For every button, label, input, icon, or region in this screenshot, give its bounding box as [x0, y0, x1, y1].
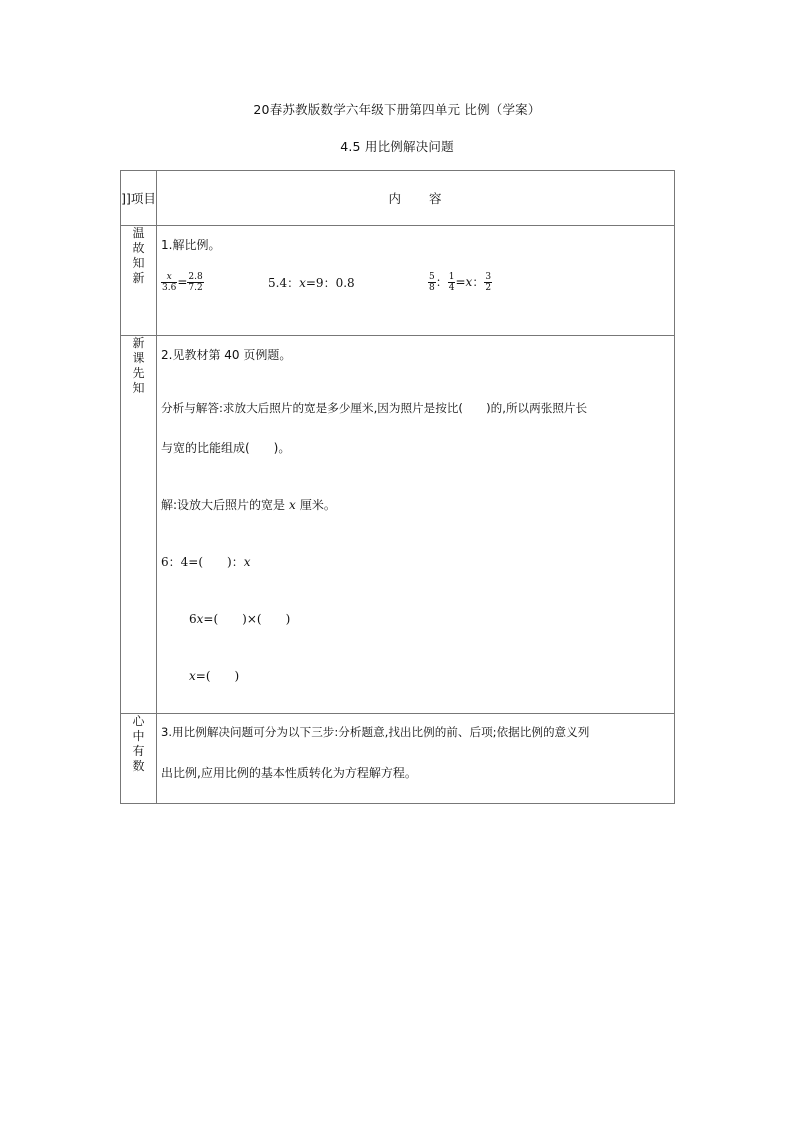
solve-step-1: 6：4=( )：x [161, 555, 251, 569]
lesson-table [120, 170, 675, 804]
analysis-line-2: 与宽的比能组成( )。 [161, 441, 291, 455]
table-row [121, 226, 675, 336]
solve-step-3: x=( ) [189, 669, 240, 683]
summary-line-1: 3.用比例解决问题可分为以下三步:分析题意,找出比例的前、后项;依据比例的意义列 [161, 725, 590, 739]
solve-setup: 解:设放大后照片的宽是 x 厘米。 [161, 498, 336, 512]
section-review-heading: 1.解比例。 [161, 238, 221, 252]
summary-line-2: 出比例,应用比例的基本性质转化为方程解方程。 [161, 766, 417, 780]
table-row [121, 336, 675, 714]
page-title: 20春苏教版数学六年级下册第四单元 比例（学案） [253, 102, 541, 117]
equation-row [161, 267, 670, 297]
table-row [121, 714, 675, 804]
equation-3: $\frac{5}{8}$ ： $\frac{1}{4}$ =x： $\frac{3}{2}$ [429, 271, 492, 293]
section-label-preview: 新课先知 [132, 336, 145, 395]
fraction: $\frac{x}{3.6}$ [162, 271, 177, 293]
lesson-subtitle: 4.5 用比例解决问题 [340, 139, 454, 154]
table-header-row [121, 171, 675, 226]
section-label-summary: 心中有数 [132, 714, 145, 773]
column-header-item: ]]项目 [121, 171, 157, 226]
solve-step-2: 6x=( )×( ) [189, 612, 291, 626]
equation-1: $\frac{x}{3.6}$ = $\frac{2.8}{7.2}$ [162, 271, 203, 293]
section-preview-heading: 2.见教材第 40 页例题。 [161, 348, 292, 362]
section-label-review: 温故知新 [132, 226, 145, 285]
fraction: $\frac{2.8}{7.2}$ [188, 271, 203, 293]
analysis-line-1: 分析与解答:求放大后照片的宽是多少厘米,因为照片是按比( )的,所以两张照片长 [161, 401, 588, 415]
section-summary-content [157, 714, 674, 787]
section-preview-content [157, 336, 674, 690]
equation-2: 5.4：x=9：0.8 [268, 275, 355, 290]
column-header-content: 内 容 [157, 171, 675, 226]
section-review-content [157, 226, 674, 303]
